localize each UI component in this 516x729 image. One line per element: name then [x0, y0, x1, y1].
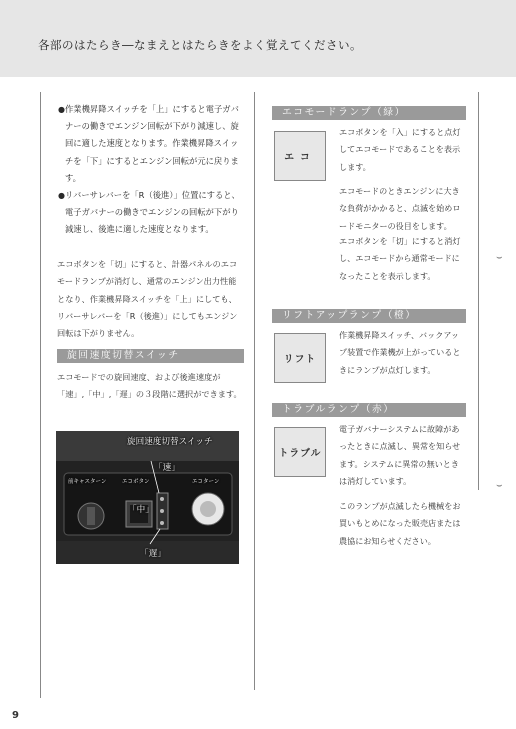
- bullet-item: [58, 187, 242, 239]
- page-number: 9: [12, 710, 19, 721]
- right-rule: [478, 92, 479, 490]
- trouble-lamp-box: トラブル: [274, 427, 326, 477]
- trouble-lamp-section-title: トラブルランプ（赤）: [272, 403, 466, 417]
- photo-callout-fast: 「速」: [154, 463, 180, 473]
- left-rule: [40, 92, 41, 698]
- lift-lamp-box: リフト: [274, 333, 326, 383]
- swing-speed-text: エコモードでの旋回速度、および後進速度が「速」,「中」,「遅」の３段階に選択ができます。: [57, 372, 242, 400]
- panel-label: 前キャスターン: [68, 479, 107, 485]
- panel-label: エコターン: [192, 479, 220, 485]
- trouble-lamp-text: このランプが点滅したら機械をお買いもとめになった販売店または農協にお知らせください。: [339, 501, 461, 546]
- bullet-list: [58, 101, 242, 239]
- lift-lamp-section-title: リフトアップランプ（橙）: [272, 309, 466, 323]
- eco-lamp-text: エコボタンを「入」にすると点灯してエコモードであることを表示します。: [339, 127, 461, 172]
- photo-callout-title: 旋回速度切替スイッチ: [127, 437, 213, 447]
- bullet-item: [58, 101, 242, 187]
- photo-callout-mid: 「中」: [128, 505, 154, 515]
- swing-speed-section-title: 旋回速度切替スイッチ: [57, 349, 244, 363]
- bullet-dot-icon: ●: [58, 105, 65, 114]
- bullet-dot-icon: ●: [58, 191, 65, 201]
- eco-lamp-section-title: エコモードランプ（緑）: [272, 106, 466, 120]
- panel-illustration: [56, 431, 239, 564]
- eco-lamp-box: エコ: [274, 131, 326, 181]
- eco-lamp-text: エコモードのときエンジンに大きな負荷がかかると、点滅を始めロードモニターの役目をします。: [339, 186, 461, 231]
- trouble-lamp-text: 電子ガバナーシステムに故障があったときに点滅し、異常を知らせます。システムに異常の無いときは消灯しています。: [339, 424, 461, 487]
- page-title: 各部のはたらき―なまえとはたらきをよく覚えてください。: [38, 38, 362, 52]
- bullet-text: 作業機昇降スイッチを「上」にすると電子ガバナーの働きでエンジン回転が下がり減速し、旋回に適した速度となります。作業機昇降スイッチを「下」にするとエンジン回転が元に戻ります。: [65, 104, 239, 183]
- eco-off-paragraph: エコボタンを「切」にすると、計器パネルのエコモードランプが消灯し、通常のエンジン出力性能となり、作業機昇降スイッチを「上」にしても、リバーサレバーを「R（後進）」にしてもエンジン回転は下がりません。: [57, 259, 238, 339]
- lift-lamp-text: 作業機昇降スイッチ、バックアップ装置で作業機が上がっているときにランプが点灯します。: [339, 330, 461, 375]
- panel-label: エコボタン: [122, 479, 150, 485]
- bullet-text: リバーサレバーを「R（後進）」位置にすると、電子ガバナーの働きでエンジンの回転が下がり減速し、後進に適した速度となります。: [65, 190, 240, 235]
- photo-callout-slow: 「遅」: [140, 549, 166, 559]
- control-panel-photo: [56, 431, 239, 564]
- binding-mark-icon: ⌣: [496, 252, 503, 263]
- eco-lamp-text: エコボタンを「切」にすると消灯し、エコモードから通常モードになったことを表示します。: [339, 236, 461, 281]
- binding-mark-icon: ⌣: [496, 480, 503, 491]
- center-rule: [254, 92, 255, 690]
